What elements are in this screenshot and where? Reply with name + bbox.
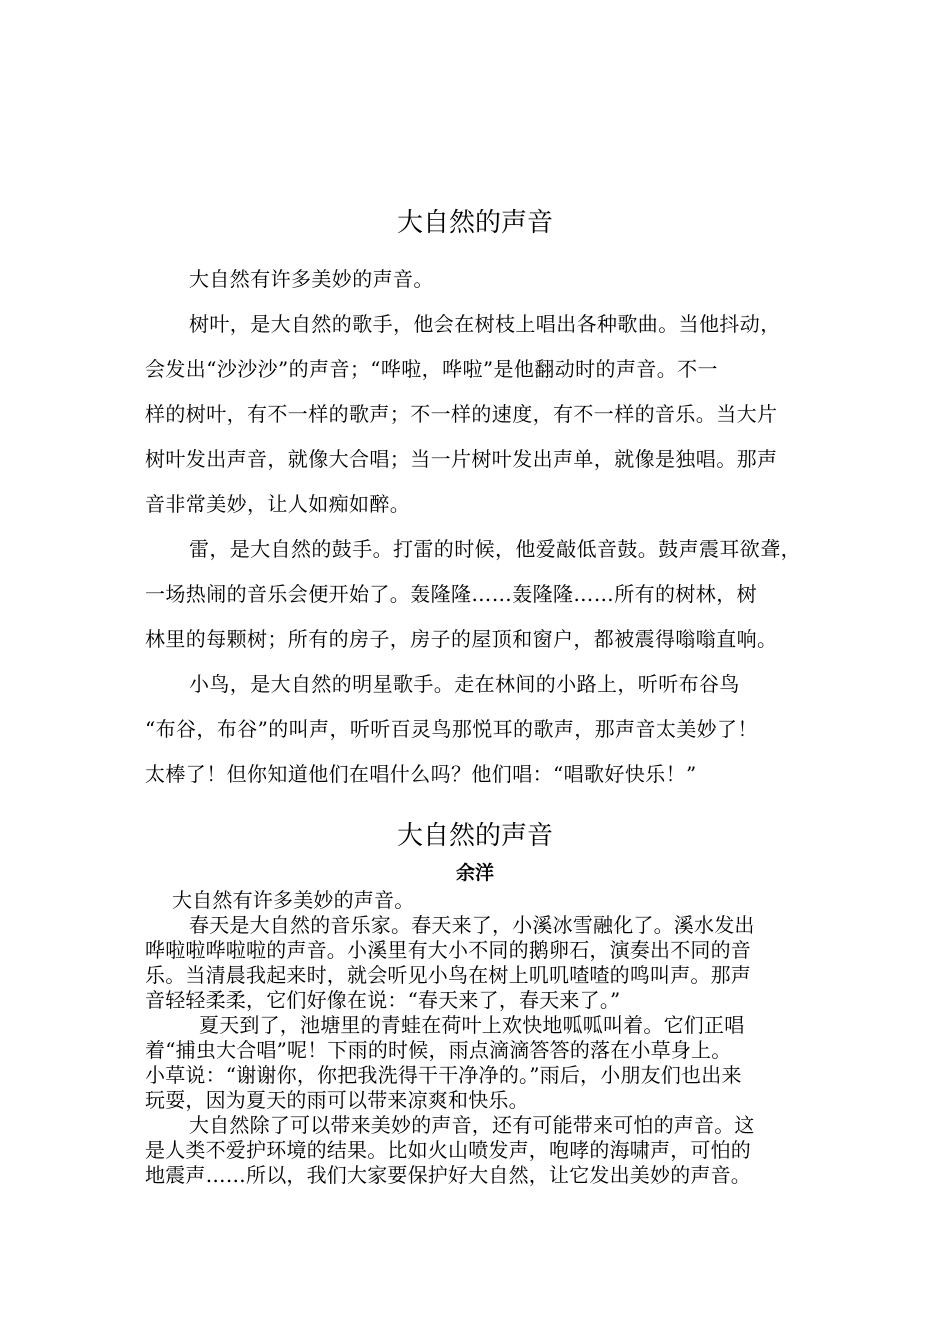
paragraph-line: 一场热闹的音乐会便开始了。轰隆隆……轰隆隆……所有的树林，树 [145, 582, 757, 606]
paragraph-line: 地震声……所以，我们大家要保护好大自然，让它发出美妙的声音。 [145, 1163, 751, 1187]
paragraph-line: 着“捕虫大合唱”呢！下雨的时候，雨点滴滴答答的落在小草身上。 [145, 1038, 732, 1062]
paragraph-line: 是人类不爱护环境的结果。比如火山喷发声，咆哮的海啸声，可怕的 [145, 1138, 751, 1162]
paragraph-line: 玩耍，因为夏天的雨可以带来凉爽和快乐。 [145, 1088, 529, 1112]
paragraph-line: 太棒了！但你知道他们在唱什么吗？他们唱：“唱歌好快乐！” [145, 762, 697, 786]
paragraph-line: 夏天到了，池塘里的青蛙在荷叶上欢快地呱呱叫着。它们正唱 [199, 1013, 745, 1037]
paragraph-line: 大自然有许多美妙的声音。 [172, 888, 415, 912]
paragraph-line: 春天是大自然的音乐家。春天来了，小溪冰雪融化了。溪水发出 [189, 913, 755, 937]
paragraph-line: 乐。当清晨我起来时，就会听见小鸟在树上叽叽喳喳的鸣叫声。那声 [145, 963, 751, 987]
paragraph-line: 音非常美妙，让人如痴如醉。 [145, 492, 411, 516]
author-name: 余洋 [455, 862, 494, 884]
essay-title-1: 大自然的声音 [396, 208, 553, 238]
paragraph-line: 会发出“沙沙沙”的声音；“哗啦，哗啦”是他翻动时的声音。不一 [145, 357, 718, 381]
paragraph-line: “布谷，布谷”的叫声，听听百灵鸟那悦耳的歌声，那声音太美妙了！ [145, 717, 758, 741]
essay-title-2: 大自然的声音 [396, 821, 553, 851]
paragraph-line: 雷，是大自然的鼓手。打雷的时候，他爱敲低音鼓。鼓声震耳欲聋， [189, 537, 801, 561]
paragraph-line: 样的树叶，有不一样的歌声；不一样的速度，有不一样的音乐。当大片 [145, 402, 778, 426]
paragraph-line: 树叶发出声音，就像大合唱；当一片树叶发出声单，就像是独唱。那声 [145, 447, 778, 471]
paragraph-line: 小草说：“谢谢你，你把我洗得干干净净的。”雨后，小朋友们也出来 [145, 1063, 742, 1087]
paragraph-line: 小鸟，是大自然的明星歌手。走在林间的小路上，听听布谷鸟 [189, 672, 740, 696]
paragraph-line: 大自然有许多美妙的声音。 [189, 267, 434, 291]
paragraph-line: 哗啦啦哗啦啦的声音。小溪里有大小不同的鹅卵石，演奏出不同的音 [145, 938, 751, 962]
paragraph-line: 林里的每颗树；所有的房子，房子的屋顶和窗户，都被震得嗡嗡直响。 [145, 627, 778, 651]
paragraph-line: 音轻轻柔柔，它们好像在说：“春天来了，春天来了。” [145, 988, 621, 1012]
paragraph-line: 大自然除了可以带来美妙的声音，还有可能带来可怕的声音。这 [189, 1113, 755, 1137]
paragraph-line: 树叶，是大自然的歌手，他会在树枝上唱出各种歌曲。当他抖动， [189, 312, 781, 336]
